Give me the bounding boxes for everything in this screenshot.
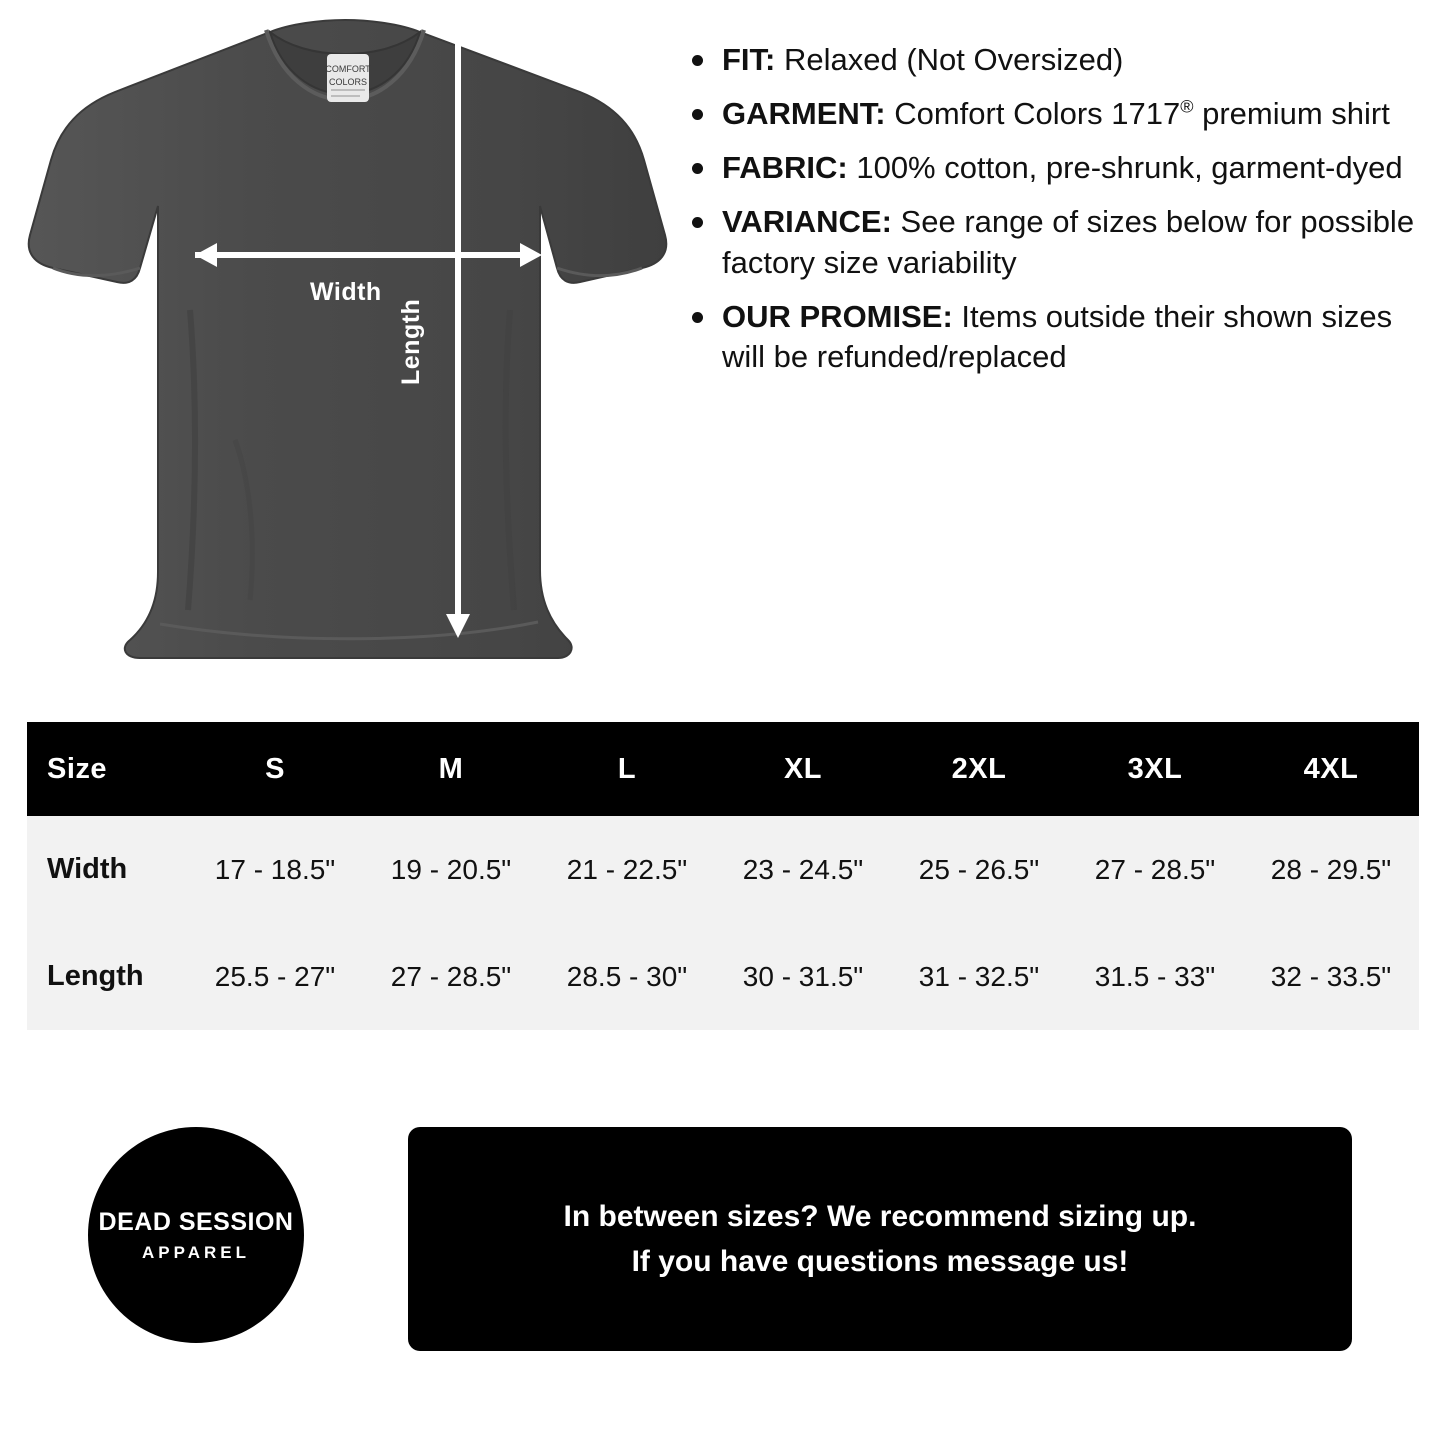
neck-tag-line1: COMFORT bbox=[325, 64, 371, 74]
feature-text-garment: Comfort Colors 1717 bbox=[885, 95, 1181, 131]
cell-length-l: 28.5 - 30" bbox=[539, 923, 715, 1030]
feature-text-fabric: 100% cotton, pre-shrunk, garment-dyed bbox=[847, 149, 1403, 185]
neck-tag-line2: COLORS bbox=[328, 77, 368, 87]
length-label: Length bbox=[397, 298, 425, 385]
sizing-note-line-2: If you have questions message us! bbox=[631, 1245, 1129, 1278]
table-header-l: L bbox=[539, 722, 715, 816]
width-label: Width bbox=[310, 278, 382, 306]
feature-text-variance: See range of sizes below for possible factory size variability bbox=[722, 203, 1415, 280]
cell-width-s: 17 - 18.5" bbox=[187, 816, 363, 923]
size-chart-table-wrap bbox=[27, 722, 1419, 1030]
cell-length-m: 27 - 28.5" bbox=[363, 923, 539, 1030]
row-label-width: Width bbox=[27, 816, 187, 923]
shirt-body bbox=[29, 20, 667, 658]
feature-label-variance: VARIANCE: bbox=[722, 203, 892, 239]
tshirt-illustration bbox=[20, 10, 670, 680]
feature-text-garment-2: premium shirt bbox=[1193, 95, 1390, 131]
list-item-variance bbox=[680, 202, 1425, 284]
cell-length-3xl: 31.5 - 33" bbox=[1067, 923, 1243, 1030]
brand-name: DEAD SESSION bbox=[98, 1207, 294, 1236]
cell-length-xl: 30 - 31.5" bbox=[715, 923, 891, 1030]
feature-label-promise: OUR PROMISE: bbox=[722, 298, 953, 334]
size-chart-table bbox=[27, 722, 1419, 1030]
list-item-promise bbox=[680, 297, 1425, 379]
shirt-diagram bbox=[20, 10, 670, 680]
feature-label-garment: GARMENT: bbox=[722, 95, 886, 131]
top-section bbox=[0, 0, 1445, 700]
feature-label-fabric: FABRIC: bbox=[722, 149, 848, 185]
cell-length-4xl: 32 - 33.5" bbox=[1243, 923, 1419, 1030]
cell-width-l: 21 - 22.5" bbox=[539, 816, 715, 923]
table-header-row bbox=[27, 722, 1419, 816]
list-item-garment bbox=[680, 94, 1425, 135]
sizing-note-line-1: In between sizes? We recommend sizing up. bbox=[563, 1200, 1197, 1233]
table-header-3xl: 3XL bbox=[1067, 722, 1243, 816]
table-header-xl: XL bbox=[715, 722, 891, 816]
table-header-size: Size bbox=[27, 722, 187, 816]
brand-logo bbox=[88, 1127, 304, 1343]
table-header-s: S bbox=[187, 722, 363, 816]
cell-length-2xl: 31 - 32.5" bbox=[891, 923, 1067, 1030]
cell-width-3xl: 27 - 28.5" bbox=[1067, 816, 1243, 923]
brand-tagline: APPAREL bbox=[142, 1242, 250, 1262]
sizing-note-box bbox=[408, 1127, 1352, 1351]
list-item-fit bbox=[680, 40, 1425, 81]
cell-width-xl: 23 - 24.5" bbox=[715, 816, 891, 923]
table-row-width bbox=[27, 816, 1419, 923]
feature-text-promise: Items outside their shown sizes will be refunded/replaced bbox=[722, 298, 1393, 375]
cell-width-4xl: 28 - 29.5" bbox=[1243, 816, 1419, 923]
table-header-2xl: 2XL bbox=[891, 722, 1067, 816]
feature-list bbox=[680, 40, 1425, 391]
list-item-fabric bbox=[680, 148, 1425, 189]
table-header-m: M bbox=[363, 722, 539, 816]
feature-label-fit: FIT: bbox=[722, 42, 776, 77]
table-header-4xl: 4XL bbox=[1243, 722, 1419, 816]
row-label-length: Length bbox=[27, 923, 187, 1030]
cell-length-s: 25.5 - 27" bbox=[187, 923, 363, 1030]
table-row-length bbox=[27, 923, 1419, 1030]
feature-text-fit: Relaxed (Not Oversized) bbox=[775, 42, 1124, 77]
cell-width-m: 19 - 20.5" bbox=[363, 816, 539, 923]
registered-mark-icon: ® bbox=[1180, 96, 1194, 117]
cell-width-2xl: 25 - 26.5" bbox=[891, 816, 1067, 923]
